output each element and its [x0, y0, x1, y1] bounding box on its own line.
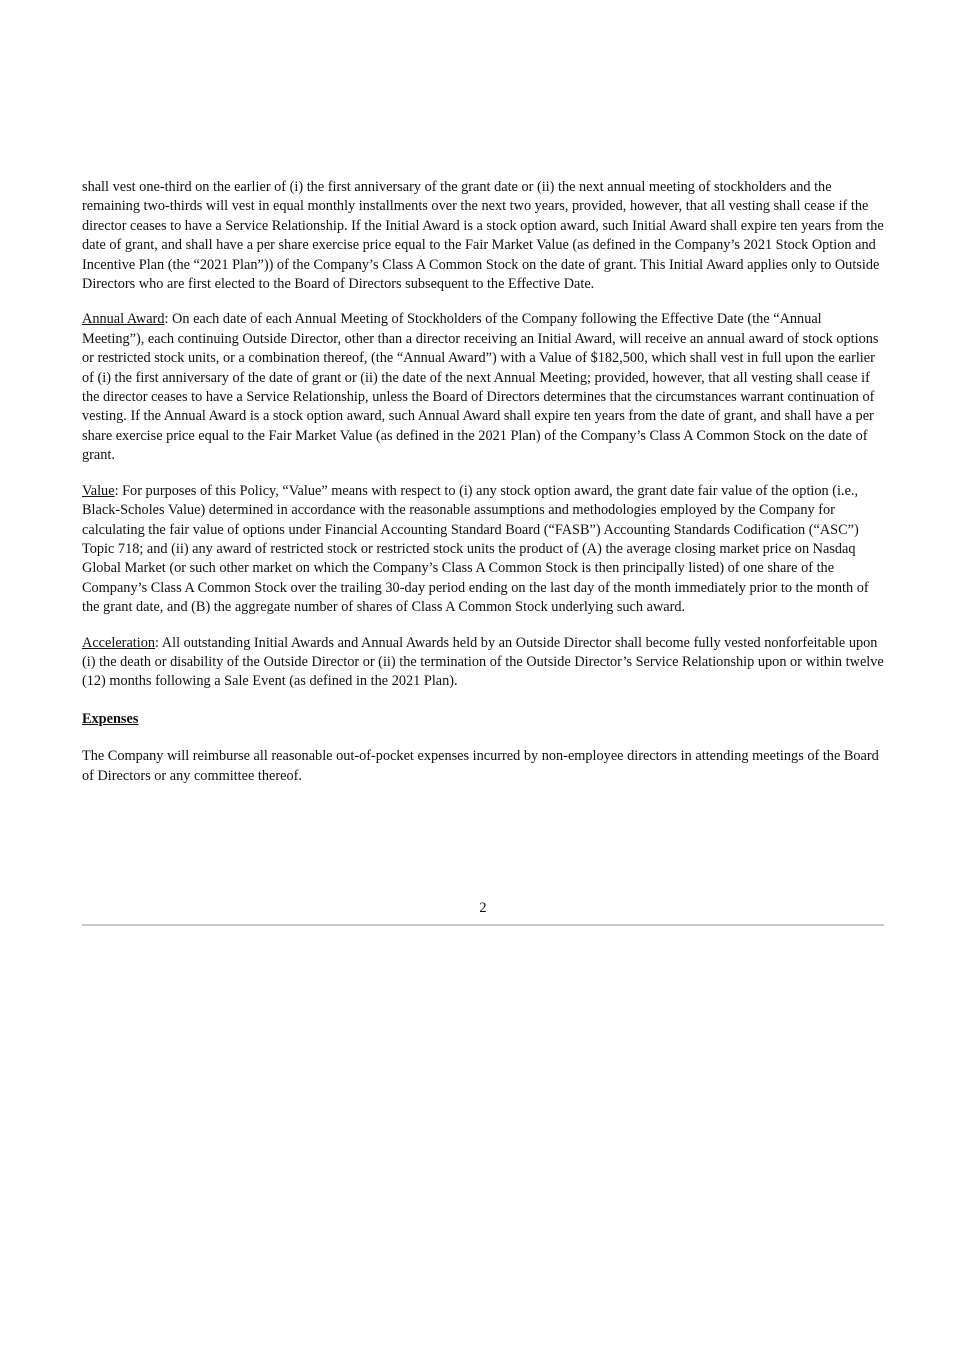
annual-award-term: Annual Award — [82, 311, 165, 328]
value-paragraph — [82, 482, 884, 618]
acceleration-paragraph — [82, 634, 884, 692]
page-number: 2 — [479, 900, 487, 916]
footer-divider — [82, 924, 884, 926]
expenses-heading: Expenses — [82, 710, 139, 727]
value-text: : For purposes of this Policy, “Value” means with respect to (i) any stock option award, the grant date fair value of the option (i.e., Black-Scholes Value) determined in accordance with the reasonable assumptions and methodologies employed by the Company for calculating the fair value of options under Financial Accounting Standard Board (“FASB”) Accounting Standards Codification (“ASC”) Topic 718; and (ii) any award of restricted stock or restricted stock units the product of (A) the average closing market price on Nasdaq Global Market (or such other market on which the Company’s Class A Common Stock is then principally listed) of one share of the Company’s Class A Common Stock over the trailing 30-day period ending on the last day of the month immediately prior to the month of the grant date, and (B) the aggregate number of shares of Class A Common Stock underlying such award. — [82, 482, 869, 616]
value-term: Value — [82, 482, 115, 499]
annual-award-text: : On each date of each Annual Meeting of Stockholders of the Company following the Effective Date (the “Annual Meeting”), each continuing Outside Director, other than a director receiving an Initial Award, will receive an annual award of stock options or restricted stock units, or a combination thereof, (the “Annual Award”) with a Value of $182,500, which shall vest in full upon the earlier of (i) the first anniversary of the date of grant or (ii) the date of the next Annual Meeting; provided, however, that all vesting shall cease if the director ceases to have a Service Relationship, unless the Board of Directors determines that the circumstances warrant continuation of vesting. If the Annual Award is a stock option award, such Annual Award shall expire ten years from the date of grant, and shall have a per share exercise price equal to the Fair Market Value (as defined in the 2021 Plan) of the Company’s Class A Common Stock on the date of grant. — [82, 311, 879, 464]
acceleration-term: Acceleration — [82, 634, 156, 651]
document-page — [82, 178, 884, 786]
expenses-paragraph: The Company will reimburse all reasonable out-of-pocket expenses incurred by non-employee directors in attending meetings of the Board of Directors or any committee thereof. — [82, 748, 879, 784]
acceleration-text: : All outstanding Initial Awards and Annual Awards held by an Outside Director shall become fully vested nonforfeitable upon (i) the death or disability of the Outside Director or (ii) the termination of the Outside Director’s Service Relationship upon or within twelve (12) months following a Sale Event (as defined in the 2021 Plan). — [82, 634, 884, 690]
annual-award-paragraph — [82, 310, 884, 465]
initial-award-continuation-paragraph: shall vest one-third on the earlier of (i) the first anniversary of the grant date or (ii) the next annual meeting of stockholders and the remaining two-thirds will vest in equal monthly installments over the next two years, provided, however, that all vesting shall cease if the director ceases to have a Service Relationship. If the Initial Award is a stock option award, such Initial Award shall expire ten years from the date of grant, and shall have a per share exercise price equal to the Fair Market Value (as defined in the Company’s 2021 Stock Option and Incentive Plan (the “2021 Plan”)) of the Company’s Class A Common Stock on the date of grant. This Initial Award applies only to Outside Directors who are first elected to the Board of Directors subsequent to the Effective Date. — [82, 179, 884, 293]
